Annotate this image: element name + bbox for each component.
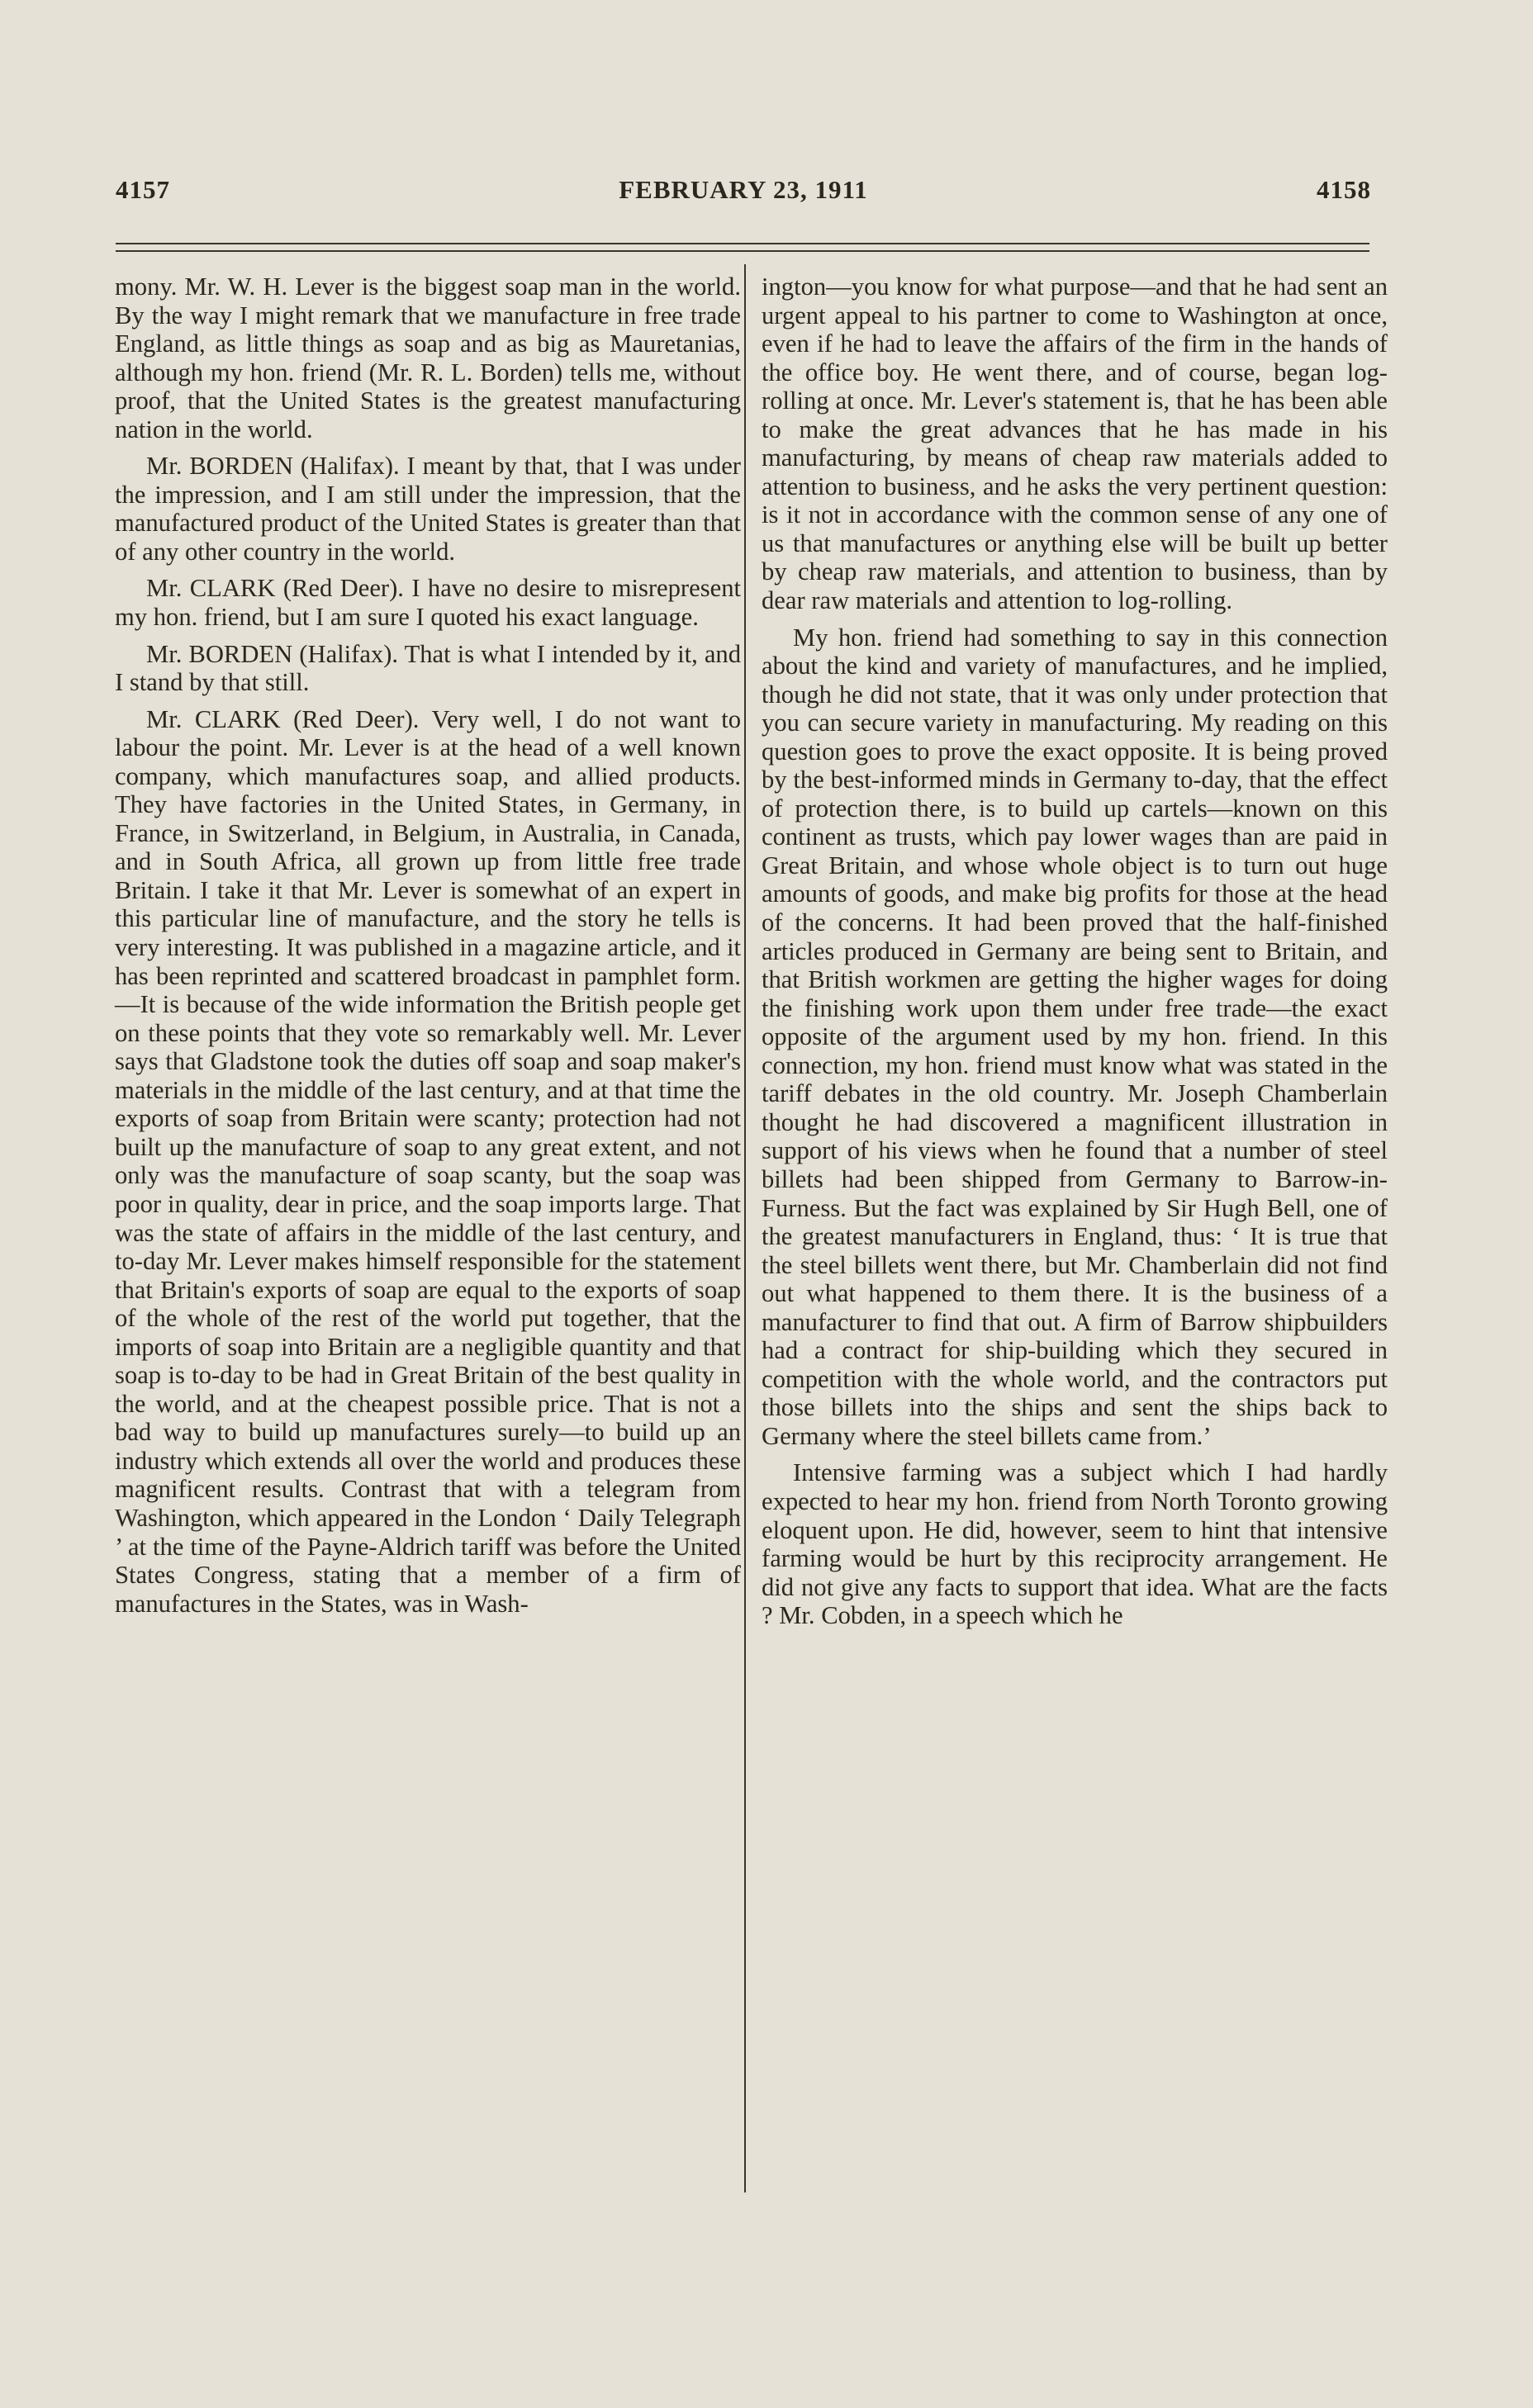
- paragraph: ington—you know for what purpose—and that he had sent an urgent appeal to his partner to come to Washington at once, even if he had to leave the affairs of the firm in the hands of the office boy. He went there, and of course, began log-rolling at once. Mr. Lever's statement is, that he has been able to make the great advances that he has made in his manufacturing, by means of cheap raw materials added to attention to business, and he asks the very pertinent question: is it not in accordance with the common sense of any one of us that manufactures or anything else will be built up better by cheap raw materials, and attention to business, than by dear raw materials and attention to log-rolling.: [762, 273, 1388, 615]
- page-number-right: 4158: [1317, 175, 1371, 204]
- paragraph: Intensive farming was a subject which I had hardly expected to hear my hon. friend from North Toronto growing eloquent upon. He did, however, seem to hint that intensive farming would be hurt by this reciprocity arrangement. He did not give any facts to support that idea. What are the facts ? Mr. Cobden, in a speech which he: [762, 1458, 1388, 1630]
- header-rule-top: [116, 243, 1369, 244]
- header-rule-bottom: [116, 250, 1369, 252]
- paragraph: My hon. friend had something to say in this connection about the kind and variety of manufactures, and he implied, though he did not state, that it was only under protection that you can secure variety in manufacturing. My reading on this question goes to prove the exact opposite. It is being proved by the best-informed minds in Germany to-day, that the effect of protection there, is to build up cartels—known on this continent as trusts, which pay lower wages than are paid in Great Britain, and whose whole object is to turn out huge amounts of goods, and make big profits for those at the head of the concerns. It had been proved that the half-finished articles produced in Germany are being sent to Britain, and that British workmen are getting the higher wages for doing the finishing work upon them under free trade—the exact opposite of the argument used by my hon. friend. In this connection, my hon. friend must know what was stated in the tariff debates in the old country. Mr. Joseph Chamberlain thought he had discovered a magnificent illustration in support of his views when he found that a number of steel billets had been shipped from Germany to Barrow-in-Furness. But the fact was explained by Sir Hugh Bell, one of the greatest manufacturers in England, thus: ‘ It is true that the steel billets went there, but Mr. Chamberlain did not find out what happened to them there. It is the business of a manufacturer to find that out. A firm of Barrow shipbuilders had a contract for ship-building which they secured in competition with the whole world, and the contractors put those billets into the ships and sent the ships back to Germany where the steel billets came from.’: [762, 623, 1388, 1450]
- paragraph: Mr. BORDEN (Halifax). That is what I intended by it, and I stand by that still.: [115, 639, 741, 697]
- paragraph: Mr. CLARK (Red Deer). I have no desire to misrepresent my hon. friend, but I am sure I quoted his exact language.: [115, 574, 741, 632]
- page-date: FEBRUARY 23, 1911: [619, 175, 868, 204]
- paragraph: Mr. BORDEN (Halifax). I meant by that, that I was under the impression, and I am still under the impression, that the manufactured product of the United States is greater than that of any other country in the world.: [115, 452, 741, 566]
- right-column: [762, 273, 1388, 1638]
- paragraph: Mr. CLARK (Red Deer). Very well, I do not want to labour the point. Mr. Lever is at the head of a well known company, which manufactures soap, and allied products. They have factories in the United States, in Germany, in France, in Switzerland, in Belgium, in Australia, in Canada, and in South Africa, all grown up from little free trade Britain. I take it that Mr. Lever is somewhat of an expert in this particular line of manufacture, and the story he tells is very interesting. It was published in a magazine article, and it has been reprinted and scattered broadcast in pamphlet form.—It is because of the wide information the British people get on these points that they vote so remarkably well. Mr. Lever says that Gladstone took the duties off soap and soap maker's materials in the middle of the last century, and at that time the exports of soap from Britain were scanty; protection had not built up the manufacture of soap to any great extent, and not only was the manufacture of soap scanty, but the soap was poor in quality, dear in price, and the soap imports large. That was the state of affairs in the middle of the last century, and to-day Mr. Lever makes himself responsible for the statement that Britain's exports of soap are equal to the exports of soap of the whole of the rest of the world put together, that the imports of soap into Britain are a negligible quantity and that soap is to-day to be had in Great Britain of the best quality in the world, and at the cheapest possible price. That is not a bad way to build up manufactures surely—to build up an industry which extends all over the world and produces these magnificent results. Contrast that with a telegram from Washington, which appeared in the London ‘ Daily Telegraph ’ at the time of the Payne-Aldrich tariff was before the United States Congress, stating that a member of a firm of manufactures in the States, was in Wash-: [115, 704, 741, 1618]
- page-header: [116, 175, 1371, 225]
- paragraph: mony. Mr. W. H. Lever is the biggest soap man in the world. By the way I might remark that we manufacture in free trade England, as little things as soap and as big as Mauretanias, although my hon. friend (Mr. R. L. Borden) tells me, without proof, that the United States is the greatest manufacturing nation in the world.: [115, 273, 741, 443]
- column-divider: [744, 264, 746, 2192]
- left-column: [115, 273, 741, 1626]
- page-number-left: 4157: [116, 175, 170, 204]
